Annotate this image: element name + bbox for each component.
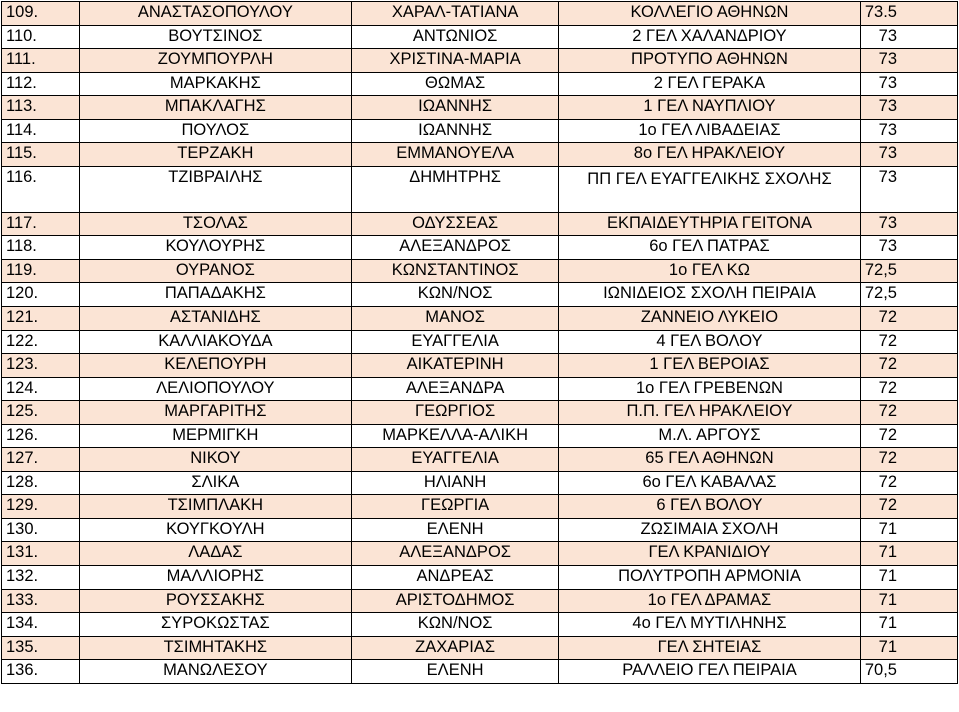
surname-cell: ΜΑΡΓΑΡΙΤΗΣ xyxy=(79,401,352,425)
school-cell: 6ο ΓΕΛ ΠΑΤΡΑΣ xyxy=(559,236,861,260)
rank-cell: 127. xyxy=(2,448,80,472)
school-cell: ΖΩΣΙΜΑΙΑ ΣΧΟΛΗ xyxy=(559,518,861,542)
school-cell: Μ.Λ. ΑΡΓΟΥΣ xyxy=(559,424,861,448)
surname-cell: ΚΟΥΓΚΟΥΛΗ xyxy=(79,518,352,542)
rank-cell: 124. xyxy=(2,377,80,401)
school-cell: 6ο ΓΕΛ ΚΑΒΑΛΑΣ xyxy=(559,471,861,495)
school-cell: 8ο ΓΕΛ ΗΡΑΚΛΕΙΟΥ xyxy=(559,143,861,167)
rank-cell: 125. xyxy=(2,401,80,425)
school-cell: 4 ΓΕΛ ΒΟΛΟΥ xyxy=(559,330,861,354)
first-name-cell: ΑΙΚΑΤΕΡΙΝΗ xyxy=(352,354,559,378)
first-name-cell: ΚΩΝΣΤΑΝΤΙΝΟΣ xyxy=(352,259,559,283)
score-cell: 71 xyxy=(860,589,957,613)
score-cell: 72,5 xyxy=(860,283,957,307)
table-row xyxy=(2,96,958,120)
school-cell: ΓΕΛ ΣΗΤΕΙΑΣ xyxy=(559,636,861,660)
rank-cell: 134. xyxy=(2,613,80,637)
first-name-cell: ΜΑΡΚΕΛΛΑ-ΑΛΙΚΗ xyxy=(352,424,559,448)
surname-cell: ΤΣΟΛΑΣ xyxy=(79,212,352,236)
first-name-cell: ΓΕΩΡΓΙΟΣ xyxy=(352,401,559,425)
surname-cell: ΣΛΙΚΑ xyxy=(79,471,352,495)
rank-cell: 121. xyxy=(2,307,80,331)
table-row xyxy=(2,166,958,212)
score-cell: 72 xyxy=(860,354,957,378)
table-row xyxy=(2,448,958,472)
surname-cell: ΠΑΠΑΔΑΚΗΣ xyxy=(79,283,352,307)
table-row xyxy=(2,330,958,354)
surname-cell: ΑΝΑΣΤΑΣΟΠΟΥΛΟΥ xyxy=(79,2,352,26)
first-name-cell: ΑΡΙΣΤΟΔΗΜΟΣ xyxy=(352,589,559,613)
rank-cell: 116. xyxy=(2,166,80,212)
table-row xyxy=(2,518,958,542)
rank-cell: 123. xyxy=(2,354,80,378)
table-row xyxy=(2,542,958,566)
rank-cell: 115. xyxy=(2,143,80,167)
rank-cell: 112. xyxy=(2,72,80,96)
score-cell: 73.5 xyxy=(860,2,957,26)
score-cell: 71 xyxy=(860,566,957,590)
surname-cell: ΜΑΝΩΛΕΣΟΥ xyxy=(79,660,352,684)
school-cell: 1ο ΓΕΛ ΛΙΒΑΔΕΙΑΣ xyxy=(559,119,861,143)
school-cell: ΓΕΛ ΚΡΑΝΙΔΙΟΥ xyxy=(559,542,861,566)
table-row xyxy=(2,471,958,495)
rank-cell: 118. xyxy=(2,236,80,260)
school-cell: 65 ΓΕΛ ΑΘΗΝΩΝ xyxy=(559,448,861,472)
surname-cell: ΜΑΛΛΙΟΡΗΣ xyxy=(79,566,352,590)
rank-cell: 110. xyxy=(2,25,80,49)
school-cell: 2 ΓΕΛ ΧΑΛΑΝΔΡΙΟΥ xyxy=(559,25,861,49)
rank-cell: 133. xyxy=(2,589,80,613)
first-name-cell: ΑΛΕΞΑΝΔΡΟΣ xyxy=(352,236,559,260)
surname-cell: ΛΑΔΑΣ xyxy=(79,542,352,566)
rank-cell: 113. xyxy=(2,96,80,120)
score-cell: 73 xyxy=(860,49,957,73)
surname-cell: ΟΥΡΑΝΟΣ xyxy=(79,259,352,283)
table-row xyxy=(2,119,958,143)
school-cell: ΡΑΛΛΕΙΟ ΓΕΛ ΠΕΙΡΑΙΑ xyxy=(559,660,861,684)
table-row xyxy=(2,307,958,331)
rank-cell: 130. xyxy=(2,518,80,542)
rank-cell: 131. xyxy=(2,542,80,566)
school-cell: 1ο ΓΕΛ ΚΩ xyxy=(559,259,861,283)
school-cell: 1 ΓΕΛ ΝΑΥΠΛΙΟΥ xyxy=(559,96,861,120)
table-row xyxy=(2,2,958,26)
table-row xyxy=(2,495,958,519)
first-name-cell: ΧΡΙΣΤΙΝΑ-ΜΑΡΙΑ xyxy=(352,49,559,73)
first-name-cell: ΕΜΜΑΝΟΥΕΛΑ xyxy=(352,143,559,167)
table-row xyxy=(2,566,958,590)
rank-cell: 111. xyxy=(2,49,80,73)
surname-cell: ΠΟΥΛΟΣ xyxy=(79,119,352,143)
score-cell: 72 xyxy=(860,495,957,519)
school-cell: 1 ΓΕΛ ΒΕΡΟΙΑΣ xyxy=(559,354,861,378)
first-name-cell: ΙΩΑΝΝΗΣ xyxy=(352,119,559,143)
table-row xyxy=(2,660,958,684)
surname-cell: ΑΣΤΑΝΙΔΗΣ xyxy=(79,307,352,331)
surname-cell: ΒΟΥΤΣΙΝΟΣ xyxy=(79,25,352,49)
table-row xyxy=(2,354,958,378)
rank-cell: 135. xyxy=(2,636,80,660)
score-cell: 72 xyxy=(860,448,957,472)
score-cell: 73 xyxy=(860,72,957,96)
score-cell: 71 xyxy=(860,518,957,542)
surname-cell: ΝΙΚΟΥ xyxy=(79,448,352,472)
surname-cell: ΣΥΡΟΚΩΣΤΑΣ xyxy=(79,613,352,637)
school-cell: ΖΑΝΝΕΙΟ ΛΥΚΕΙΟ xyxy=(559,307,861,331)
score-cell: 73 xyxy=(860,96,957,120)
score-cell: 73 xyxy=(860,25,957,49)
surname-cell: ΚΟΥΛΟΥΡΗΣ xyxy=(79,236,352,260)
first-name-cell: ΙΩΑΝΝΗΣ xyxy=(352,96,559,120)
surname-cell: ΜΠΑΚΛΑΓΗΣ xyxy=(79,96,352,120)
table-row xyxy=(2,401,958,425)
table-row xyxy=(2,259,958,283)
surname-cell: ΤΣΙΜΠΛΑΚΗ xyxy=(79,495,352,519)
surname-cell: ΡΟΥΣΣΑΚΗΣ xyxy=(79,589,352,613)
first-name-cell: ΚΩΝ/ΝΟΣ xyxy=(352,613,559,637)
school-cell: ΙΩΝΙΔΕΙΟΣ ΣΧΟΛΗ ΠΕΙΡΑΙΑ xyxy=(559,283,861,307)
school-cell: ΠΠ ΓΕΛ ΕΥΑΓΓΕΛΙΚΗΣ ΣΧΟΛΗΣ xyxy=(559,166,861,212)
school-cell: 1ο ΓΕΛ ΓΡΕΒΕΝΩΝ xyxy=(559,377,861,401)
score-cell: 71 xyxy=(860,542,957,566)
rank-cell: 119. xyxy=(2,259,80,283)
rank-cell: 122. xyxy=(2,330,80,354)
score-cell: 72 xyxy=(860,401,957,425)
school-cell: ΠΡΟΤΥΠΟ ΑΘΗΝΩΝ xyxy=(559,49,861,73)
school-cell: ΕΚΠΑΙΔΕΥΤΗΡΙΑ ΓΕΙΤΟΝΑ xyxy=(559,212,861,236)
school-cell: 4ο ΓΕΛ ΜΥΤΙΛΗΝΗΣ xyxy=(559,613,861,637)
first-name-cell: ΔΗΜΗΤΡΗΣ xyxy=(352,166,559,212)
score-cell: 72 xyxy=(860,424,957,448)
school-cell: Π.Π. ΓΕΛ ΗΡΑΚΛΕΙΟΥ xyxy=(559,401,861,425)
table-row xyxy=(2,377,958,401)
score-cell: 73 xyxy=(860,143,957,167)
score-cell: 73 xyxy=(860,166,957,212)
surname-cell: ΤΕΡΖΑΚΗ xyxy=(79,143,352,167)
table-row xyxy=(2,613,958,637)
score-cell: 73 xyxy=(860,212,957,236)
table-row xyxy=(2,636,958,660)
first-name-cell: ΟΔΥΣΣΕΑΣ xyxy=(352,212,559,236)
first-name-cell: ΑΝΔΡΕΑΣ xyxy=(352,566,559,590)
first-name-cell: ΓΕΩΡΓΙΑ xyxy=(352,495,559,519)
rank-cell: 117. xyxy=(2,212,80,236)
rank-cell: 120. xyxy=(2,283,80,307)
score-cell: 73 xyxy=(860,236,957,260)
first-name-cell: ΑΝΤΩΝΙΟΣ xyxy=(352,25,559,49)
score-cell: 72,5 xyxy=(860,259,957,283)
table-row xyxy=(2,49,958,73)
table-row xyxy=(2,424,958,448)
school-cell: 1ο ΓΕΛ ΔΡΑΜΑΣ xyxy=(559,589,861,613)
first-name-cell: ΗΛΙΑΝΗ xyxy=(352,471,559,495)
score-cell: 72 xyxy=(860,377,957,401)
surname-cell: ΜΑΡΚΑΚΗΣ xyxy=(79,72,352,96)
first-name-cell: ΧΑΡΑΛ-ΤΑΤΙΑΝΑ xyxy=(352,2,559,26)
surname-cell: ΤΖΙΒΡΑΙΛΗΣ xyxy=(79,166,352,212)
surname-cell: ΤΣΙΜΗΤΑΚΗΣ xyxy=(79,636,352,660)
table-row xyxy=(2,25,958,49)
first-name-cell: ΕΥΑΓΓΕΛΙΑ xyxy=(352,448,559,472)
score-cell: 70,5 xyxy=(860,660,957,684)
rank-cell: 128. xyxy=(2,471,80,495)
surname-cell: ΜΕΡΜΙΓΚΗ xyxy=(79,424,352,448)
table-row xyxy=(2,143,958,167)
school-cell: 2 ΓΕΛ ΓΕΡΑΚΑ xyxy=(559,72,861,96)
results-table xyxy=(1,1,958,684)
school-cell: ΠΟΛΥΤΡΟΠΗ ΑΡΜΟΝΙΑ xyxy=(559,566,861,590)
surname-cell: ΛΕΛΙΟΠΟΥΛΟΥ xyxy=(79,377,352,401)
rank-cell: 136. xyxy=(2,660,80,684)
table-row xyxy=(2,589,958,613)
surname-cell: ΖΟΥΜΠΟΥΡΛΗ xyxy=(79,49,352,73)
score-cell: 73 xyxy=(860,119,957,143)
first-name-cell: ΜΑΝΟΣ xyxy=(352,307,559,331)
score-cell: 72 xyxy=(860,471,957,495)
first-name-cell: ΑΛΕΞΑΝΔΡΟΣ xyxy=(352,542,559,566)
table-row xyxy=(2,72,958,96)
rank-cell: 109. xyxy=(2,2,80,26)
surname-cell: ΚΕΛΕΠΟΥΡΗ xyxy=(79,354,352,378)
rank-cell: 129. xyxy=(2,495,80,519)
first-name-cell: ΕΛΕΝΗ xyxy=(352,518,559,542)
table-row xyxy=(2,236,958,260)
first-name-cell: ΑΛΕΞΑΝΔΡΑ xyxy=(352,377,559,401)
first-name-cell: ΘΩΜΑΣ xyxy=(352,72,559,96)
first-name-cell: ΖΑΧΑΡΙΑΣ xyxy=(352,636,559,660)
first-name-cell: ΕΥΑΓΓΕΛΙΑ xyxy=(352,330,559,354)
score-cell: 71 xyxy=(860,636,957,660)
score-cell: 72 xyxy=(860,307,957,331)
score-cell: 72 xyxy=(860,330,957,354)
score-cell: 71 xyxy=(860,613,957,637)
first-name-cell: ΕΛΕΝΗ xyxy=(352,660,559,684)
first-name-cell: ΚΩΝ/ΝΟΣ xyxy=(352,283,559,307)
rank-cell: 132. xyxy=(2,566,80,590)
results-table-body xyxy=(2,2,958,684)
school-cell: 6 ΓΕΛ ΒΟΛΟΥ xyxy=(559,495,861,519)
rank-cell: 114. xyxy=(2,119,80,143)
table-row xyxy=(2,283,958,307)
school-cell: ΚΟΛΛΕΓΙΟ ΑΘΗΝΩΝ xyxy=(559,2,861,26)
table-row xyxy=(2,212,958,236)
rank-cell: 126. xyxy=(2,424,80,448)
surname-cell: ΚΑΛΛΙΑΚΟΥΔΑ xyxy=(79,330,352,354)
